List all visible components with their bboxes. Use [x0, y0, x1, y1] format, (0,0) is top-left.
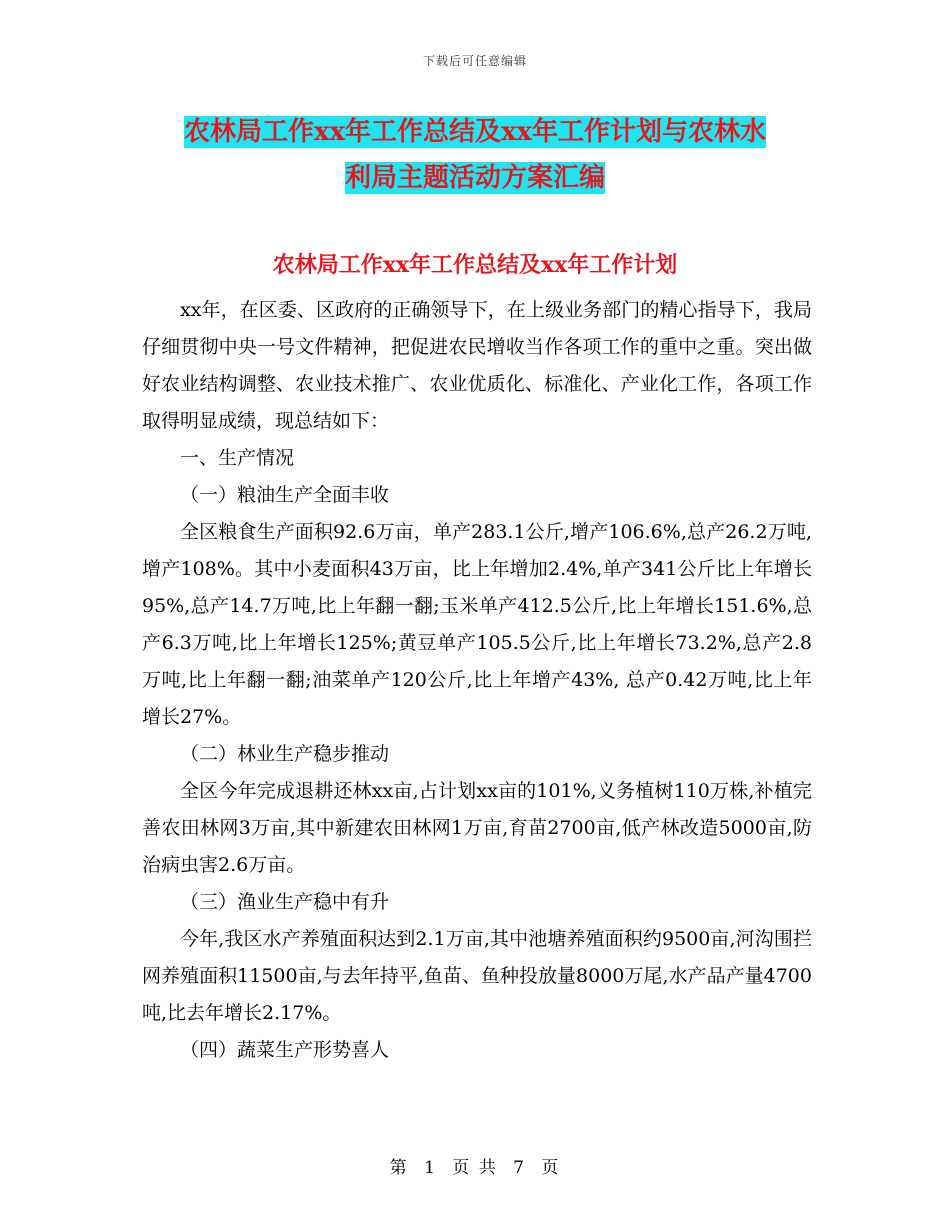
- document-title-line-1: 农林局工作xx年工作总结及xx年工作计划与农林水: [183, 117, 766, 147]
- paragraph-grain-oil: 全区粮食生产面积92.6万亩，单产283.1公斤,增产106.6%,总产26.2万吨,增产108%。其中小麦面积43万亩，比上年增加2.4%,单产341公斤比上年增长95%,总产14.7万吨,比上年翻一翻;玉米单产412.5公斤,比上年增长151.6%,总产6.3万吨,比上年增长125%;黄豆单产105.5公斤,比上年增长73.2%,总产2.8万吨,比上年翻一翻;油菜单产120公斤,比上年增产43%, 总产0.42万吨,比上年增长27%。: [142, 521, 812, 728]
- page-header-note: 下载后可任意编辑: [422, 54, 527, 68]
- subheading-vegetables: （四）蔬菜生产形势喜人: [180, 1039, 390, 1061]
- page-footer: [0, 1153, 950, 1178]
- intro-paragraph: xx年，在区委、区政府的正确领导下，在上级业务部门的精心指导下，我局仔细贯彻中央一号文件精神，把促进农民增收当作各项工作的重中之重。突出做好农业结构调整、农业技术推广、农业优质化、标准化、产业化工作，各项工作取得明显成绩，现总结如下：: [142, 299, 812, 432]
- footer-total-pages: 7: [513, 1158, 526, 1178]
- subheading-forestry: （二）林业生产稳步推动: [180, 743, 390, 765]
- subheading-grain-oil: （一）粮油生产全面丰收: [180, 484, 390, 506]
- paragraph-fishery: 今年,我区水产养殖面积达到2.1万亩,其中池塘养殖面积约9500亩,河沟围拦网养殖面积11500亩,与去年持平,鱼苗、鱼种投放量8000万尾,水产品产量4700吨,比去年增长2.17%。: [142, 928, 812, 1024]
- subheading-fishery: （三）渔业生产稳中有升: [180, 891, 390, 913]
- footer-prefix: 第: [389, 1158, 409, 1178]
- section-heading-production: 一、生产情况: [180, 447, 295, 469]
- footer-mid: 页 共: [452, 1158, 498, 1178]
- footer-page-number: 1: [424, 1158, 437, 1178]
- section-title: 农林局工作xx年工作总结及xx年工作计划: [272, 252, 678, 278]
- document-title: [120, 109, 830, 201]
- body-text: [142, 292, 812, 1069]
- footer-suffix: 页: [541, 1158, 561, 1178]
- document-title-line-2: 利局主题活动方案汇编: [344, 163, 605, 193]
- paragraph-forestry: 全区今年完成退耕还林xx亩,占计划xx亩的101%,义务植树110万株,补植完善农田林网3万亩,其中新建农田林网1万亩,育苗2700亩,低产林改造5000亩,防治病虫害2.6万亩。: [142, 780, 812, 876]
